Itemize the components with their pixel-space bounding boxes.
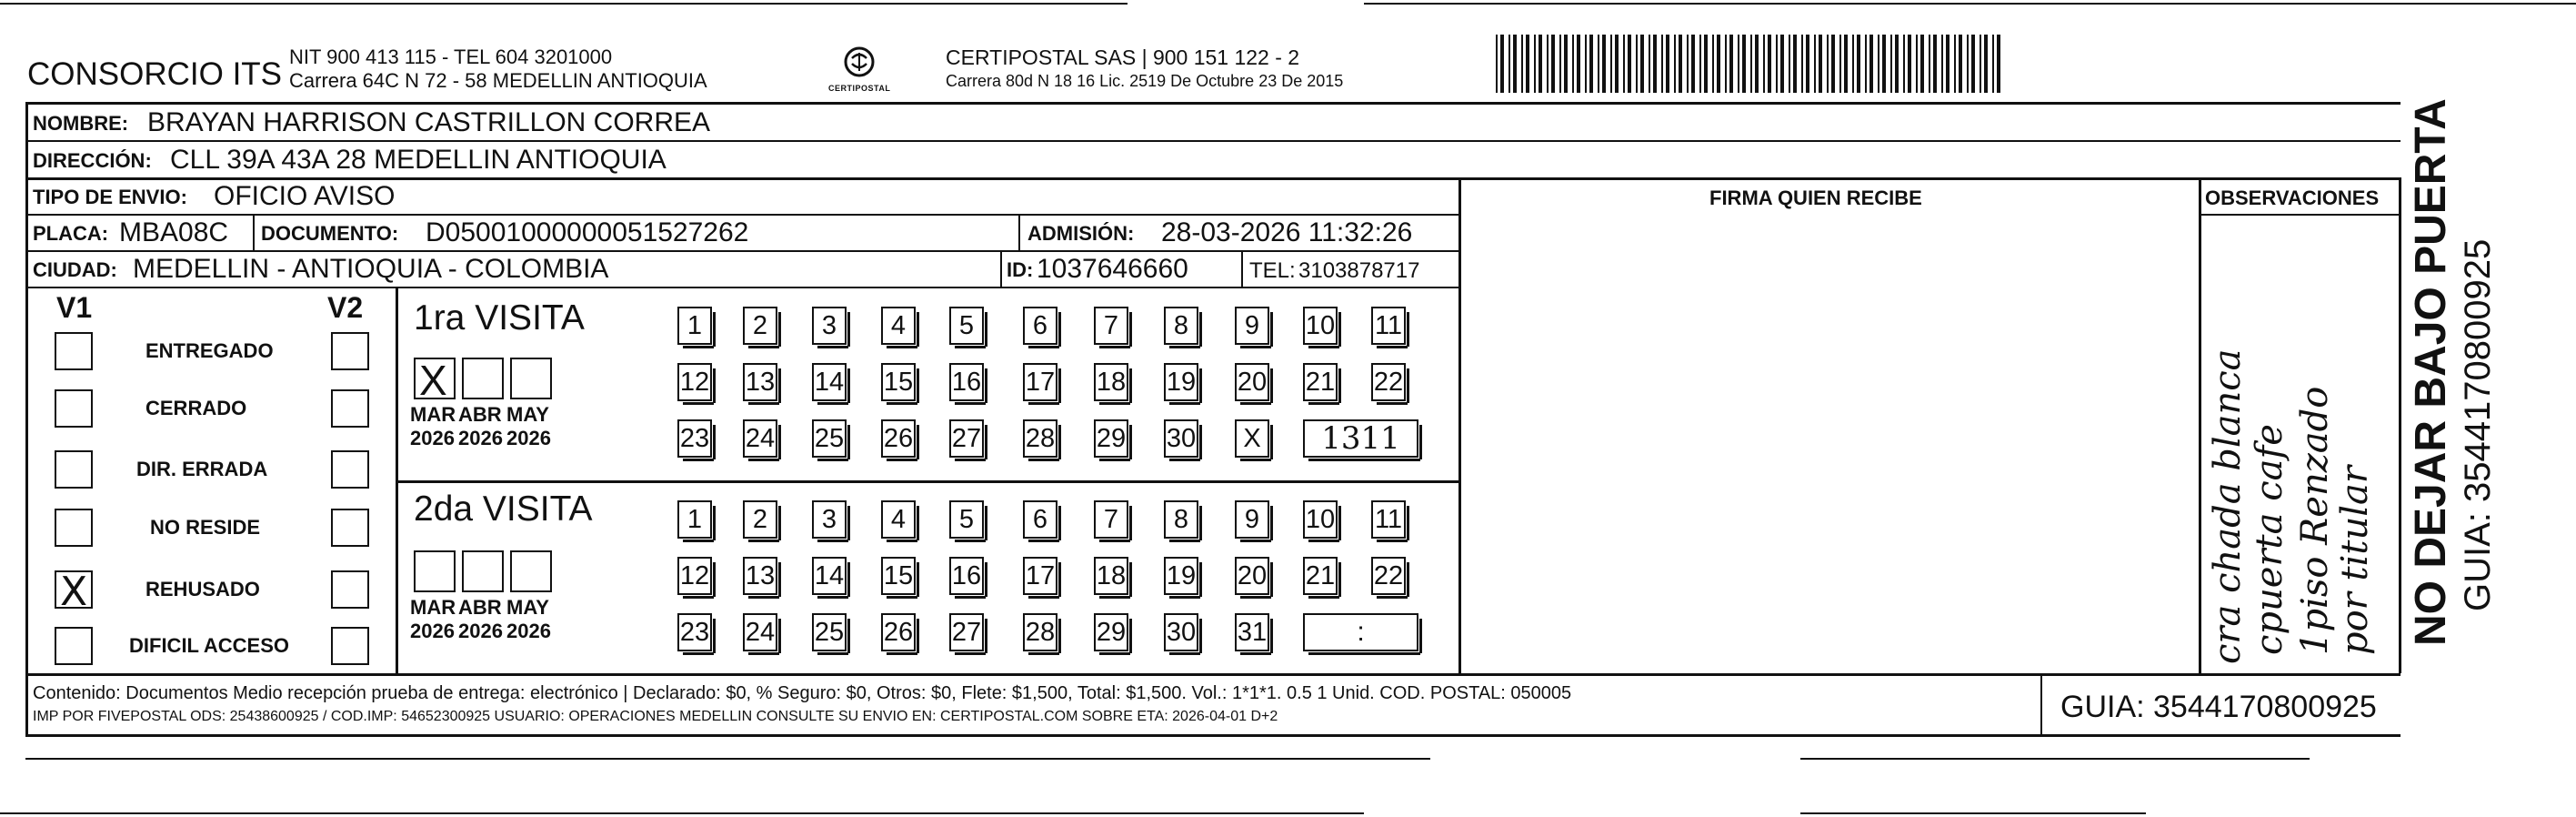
visit-1-title: 1ra VISITA	[414, 298, 585, 338]
barcode-bar	[1895, 35, 1899, 93]
barcode-bar	[1610, 35, 1612, 93]
day-box[interactable]: 22	[1371, 363, 1406, 401]
barcode-bar	[1589, 35, 1593, 93]
v2-checkbox[interactable]	[331, 627, 369, 665]
row-line-5	[25, 287, 1460, 288]
month-label: MAY	[506, 596, 549, 619]
day-box[interactable]: 3	[812, 307, 847, 345]
day-box[interactable]: 12	[677, 363, 712, 401]
nombre-value: BRAYAN HARRISON CASTRILLON CORREA	[147, 107, 710, 137]
day-box[interactable]: 16	[949, 363, 984, 401]
day-box[interactable]: 17	[1023, 557, 1057, 595]
company-name: CONSORCIO ITS	[27, 56, 283, 92]
barcode-bar	[1551, 35, 1555, 93]
ciudad-value: MEDELLIN - ANTIOQUIA - COLOMBIA	[133, 254, 609, 284]
day-box[interactable]: 29	[1094, 613, 1128, 651]
month-label: MAR	[410, 403, 456, 426]
day-box[interactable]: 13	[743, 363, 777, 401]
tipo-value: OFICIO AVISO	[214, 181, 396, 211]
barcode-bar	[1941, 35, 1943, 93]
day-box[interactable]: 16	[949, 557, 984, 595]
barcode-bar	[1980, 35, 1981, 93]
day-box[interactable]: 12	[677, 557, 712, 595]
barcode-bar	[1827, 35, 1829, 93]
tel-divider	[1241, 250, 1243, 287]
v2-checkbox[interactable]	[331, 509, 369, 547]
barcode-bar	[1649, 35, 1650, 93]
checkbox-mark: X	[60, 569, 88, 615]
barcode	[1496, 35, 2005, 93]
barcode-bar	[1738, 35, 1739, 93]
side-label	[2407, 98, 2519, 646]
day-box[interactable]: X	[1235, 419, 1269, 458]
day-box[interactable]: 7	[1094, 500, 1128, 539]
barcode-bar	[1679, 35, 1682, 93]
month-year: 2026	[458, 427, 503, 449]
day-box[interactable]: 30	[1164, 613, 1198, 651]
day-box[interactable]: 5	[949, 307, 984, 345]
row-line-1	[25, 140, 2401, 142]
side-guia: GUIA: 3544170800925	[2458, 238, 2498, 611]
documento-value: D05001000000051527262	[426, 217, 749, 247]
month-label: MAR	[410, 596, 456, 619]
barcode-bar	[1959, 35, 1962, 93]
month-year: 2026	[506, 620, 551, 642]
status-label: CERRADO	[145, 397, 247, 419]
barcode-bar	[1526, 35, 1529, 93]
obs-line-1: cra chada blanca	[2207, 348, 2249, 664]
day-box[interactable]: 4	[881, 307, 916, 345]
obs-divider	[2199, 177, 2201, 675]
barcode-bar	[1559, 35, 1561, 93]
day-box[interactable]: 23	[677, 613, 712, 651]
barcode-bar	[1577, 35, 1580, 93]
day-box[interactable]: 5	[949, 500, 984, 539]
day-box[interactable]: 19	[1164, 363, 1198, 401]
v2-checkbox[interactable]	[331, 450, 369, 489]
v2-checkbox[interactable]	[331, 332, 369, 370]
day-box[interactable]: 27	[949, 419, 984, 458]
day-box[interactable]: 14	[812, 363, 847, 401]
day-box[interactable]: 19	[1164, 557, 1198, 595]
frame-top	[25, 102, 2401, 105]
month-checkbox[interactable]	[510, 358, 552, 399]
day-box[interactable]: 21	[1303, 363, 1338, 401]
v1-checkbox[interactable]	[55, 509, 93, 547]
barcode-bar	[1653, 35, 1657, 93]
obs-line-2: cpuerta cafe	[2249, 424, 2290, 655]
barcode-bar	[1585, 35, 1587, 93]
bottom-rule-4	[1800, 812, 2146, 814]
ciudad-label: CIUDAD:	[33, 258, 117, 281]
frame-left	[25, 102, 28, 737]
barcode-bar	[1992, 35, 1994, 93]
barcode-bar	[1776, 35, 1778, 93]
id-label: ID:	[1007, 258, 1034, 281]
day-box[interactable]: 3	[812, 500, 847, 539]
barcode-bar	[1640, 35, 1644, 93]
month-year: 2026	[506, 427, 551, 449]
barcode-bar	[1539, 35, 1542, 93]
barcode-bar	[1971, 35, 1975, 93]
barcode-bar	[1920, 35, 1924, 93]
day-box[interactable]: 11	[1371, 500, 1406, 539]
day-box[interactable]: 23	[677, 419, 712, 458]
barcode-bar	[1547, 35, 1549, 93]
day-box[interactable]: 15	[881, 363, 916, 401]
side-title: NO DEJAR BAJO PUERTA	[2407, 98, 2455, 646]
nombre-label: NOMBRE:	[33, 112, 129, 135]
v2-checkbox[interactable]	[331, 570, 369, 609]
v1-header: V1	[56, 291, 93, 324]
barcode-bar	[1636, 35, 1638, 93]
guia-divider	[2040, 673, 2042, 737]
day-box[interactable]: 1	[677, 500, 712, 539]
day-box[interactable]: 20	[1235, 363, 1269, 401]
day-box[interactable]: 26	[881, 419, 916, 458]
day-box[interactable]: 22	[1371, 557, 1406, 595]
v2-header: V2	[327, 291, 364, 324]
month-checkbox[interactable]	[414, 357, 456, 404]
v2-checkbox[interactable]	[331, 389, 369, 428]
day-box[interactable]: 20	[1235, 557, 1269, 595]
barcode-bar	[1496, 35, 1498, 93]
id-divider	[1000, 250, 1002, 287]
footer-guia: GUIA: 3544170800925	[2060, 690, 2377, 724]
tel-value: 3103878717	[1298, 258, 1420, 283]
visit-2-title: 2da VISITA	[414, 489, 593, 529]
documento-label: DOCUMENTO:	[261, 222, 399, 245]
admision-divider	[1018, 214, 1020, 250]
direccion-label: DIRECCIÓN:	[33, 149, 152, 172]
barcode-bar	[1623, 35, 1625, 93]
month-year: 2026	[410, 427, 455, 449]
day-box[interactable]: 26	[881, 613, 916, 651]
month-checkbox[interactable]	[462, 550, 504, 592]
footer-print-info: IMP POR FIVEPOSTAL ODS: 25438600925 / COD.IMP: 54652300925 USUARIO: OPERACIONES MEDELLIN CONSULTE SU ENVIO EN: CERTIPOSTAL.COM SOBRE ETA: 2026-04-01 D+2	[33, 709, 1278, 724]
row-line-4	[25, 250, 1460, 252]
top-rule-right	[1364, 3, 2576, 5]
barcode-bar	[1789, 35, 1790, 93]
v1-checkbox[interactable]	[55, 627, 93, 665]
day-box[interactable]: 9	[1235, 500, 1269, 539]
tel-label: TEL:	[1249, 258, 1296, 283]
row-line-footer	[25, 673, 2401, 676]
certipostal-logo	[828, 44, 891, 96]
day-box[interactable]: 2	[743, 307, 777, 345]
bottom-rule-3	[0, 812, 1364, 814]
logo-text: CERTIPOSTAL	[828, 84, 891, 93]
day-box[interactable]: 6	[1023, 500, 1057, 539]
barcode-bar	[1712, 35, 1714, 93]
barcode-bar	[1602, 35, 1606, 93]
month-year: 2026	[458, 620, 503, 642]
barcode-bar	[1534, 35, 1536, 93]
visit-divider	[396, 480, 1460, 483]
barcode-bar	[1691, 35, 1695, 93]
row-line-3	[25, 214, 1460, 216]
barcode-bar	[1916, 35, 1918, 93]
obs-line-3: 1piso Renzado	[2294, 386, 2336, 655]
barcode-bar	[1661, 35, 1663, 93]
barcode-bar	[1852, 35, 1854, 93]
day-box[interactable]: 15	[881, 557, 916, 595]
barcode-bar	[1509, 35, 1510, 93]
barcode-bar	[1946, 35, 1950, 93]
day-box[interactable]: 6	[1023, 307, 1057, 345]
day-box[interactable]: 11	[1371, 307, 1406, 345]
bottom-rule	[25, 758, 1430, 760]
day-box[interactable]: 10	[1303, 500, 1338, 539]
barcode-bar	[1564, 35, 1568, 93]
v1-checkbox[interactable]	[55, 332, 93, 370]
barcode-bar	[1967, 35, 1969, 93]
day-box[interactable]: 28	[1023, 419, 1057, 458]
day-box[interactable]: 1	[677, 307, 712, 345]
barcode-bar	[1984, 35, 1988, 93]
day-box[interactable]: 9	[1235, 307, 1269, 345]
day-box[interactable]: 4	[881, 500, 916, 539]
month-label: ABR	[458, 596, 502, 619]
day-box[interactable]: 27	[949, 613, 984, 651]
status-label: DIR. ERRADA	[136, 458, 268, 480]
carrier-name: CERTIPOSTAL SAS | 900 151 122 - 2	[946, 45, 1300, 69]
row-line-2	[25, 177, 2401, 180]
barcode-bar	[1801, 35, 1803, 93]
admision-value: 28-03-2026 11:32:26	[1161, 217, 1413, 247]
barcode-bar	[1717, 35, 1720, 93]
barcode-bar	[1513, 35, 1517, 93]
barcode-bar	[1997, 35, 2000, 93]
company-address: Carrera 64C N 72 - 58 MEDELLIN ANTIOQUIA	[289, 69, 707, 92]
company-nit: NIT 900 413 115 - TEL 604 3201000	[289, 45, 613, 68]
barcode-bar	[1521, 35, 1523, 93]
v1-checkbox[interactable]	[55, 569, 93, 615]
day-box[interactable]: 7	[1094, 307, 1128, 345]
day-box[interactable]: 29	[1094, 419, 1128, 458]
barcode-bar	[1869, 35, 1873, 93]
firma-header: FIRMA QUIEN RECIBE	[1709, 187, 1922, 209]
barcode-bar	[1598, 35, 1599, 93]
v1-checkbox[interactable]	[55, 389, 93, 428]
month-label: ABR	[458, 403, 502, 426]
barcode-bar	[1865, 35, 1867, 93]
barcode-bar	[1704, 35, 1708, 93]
placa-divider	[253, 214, 255, 250]
direccion-value: CLL 39A 43A 28 MEDELLIN ANTIOQUIA	[170, 145, 667, 175]
barcode-bar	[1929, 35, 1930, 93]
barcode-bar	[1628, 35, 1631, 93]
month-year: 2026	[410, 620, 455, 642]
barcode-bar	[1908, 35, 1911, 93]
barcode-bar	[1687, 35, 1689, 93]
barcode-bar	[1674, 35, 1676, 93]
barcode-bar	[1615, 35, 1619, 93]
day-box[interactable]: 17	[1023, 363, 1057, 401]
barcode-bar	[1755, 35, 1759, 93]
barcode-bar	[1954, 35, 1956, 93]
id-value: 1037646660	[1037, 254, 1188, 284]
top-rule	[0, 3, 1128, 5]
status-label: REHUSADO	[145, 578, 260, 600]
day-box[interactable]: 10	[1303, 307, 1338, 345]
day-box[interactable]: 14	[812, 557, 847, 595]
month-checkbox[interactable]	[462, 358, 504, 399]
day-box[interactable]: 21	[1303, 557, 1338, 595]
barcode-bar	[1831, 35, 1835, 93]
status-label: ENTREGADO	[145, 339, 274, 362]
day-box[interactable]: 2	[743, 500, 777, 539]
carrier-address: Carrera 80d N 18 16 Lic. 2519 De Octubre 23 De 2015	[946, 72, 1344, 90]
barcode-bar	[1878, 35, 1879, 93]
status-label: DIFICIL ACCESO	[129, 634, 290, 657]
barcode-bar	[1844, 35, 1848, 93]
barcode-bar	[1729, 35, 1733, 93]
barcode-bar	[1839, 35, 1841, 93]
barcode-bar	[1750, 35, 1752, 93]
barcode-bar	[1814, 35, 1816, 93]
month-mark: X	[419, 357, 447, 404]
footer-contents: Contenido: Documentos Medio recepción prueba de entrega: electrónico | Declarado: $0, % Seguro: $0, Otros: $0, Flete: $1,500, Total: $1,500. Vol.: 1*1*1. 0.5 1 Unid. COD. POSTAL: 050005	[33, 683, 1572, 703]
day-box[interactable]: 18	[1094, 363, 1128, 401]
barcode-bar	[1763, 35, 1765, 93]
status-label: NO RESIDE	[150, 516, 261, 539]
barcode-bar	[1699, 35, 1701, 93]
barcode-bar	[1819, 35, 1822, 93]
barcode-bar	[1933, 35, 1937, 93]
v1-checkbox[interactable]	[55, 450, 93, 489]
barcode-bar	[1742, 35, 1746, 93]
day-box[interactable]: 30	[1164, 419, 1198, 458]
day-box[interactable]: 24	[743, 419, 777, 458]
month-checkbox[interactable]	[414, 550, 456, 592]
time-box[interactable]: 1311	[1303, 419, 1418, 458]
bottom-rule-2	[1800, 758, 2310, 760]
obs-header: OBSERVACIONES	[2205, 187, 2380, 209]
row-line-3b	[2199, 214, 2401, 216]
placa-label: PLACA:	[33, 222, 109, 245]
day-box[interactable]: 28	[1023, 613, 1057, 651]
day-box[interactable]: 25	[812, 613, 847, 651]
barcode-bar	[1572, 35, 1574, 93]
frame-right	[2399, 177, 2401, 673]
frame-bottom	[25, 734, 2401, 737]
day-box[interactable]: 18	[1094, 557, 1128, 595]
obs-line-4: por titular	[2334, 466, 2376, 655]
observations-handwriting	[2207, 246, 2391, 664]
month-checkbox[interactable]	[510, 550, 552, 592]
barcode-bar	[1857, 35, 1860, 93]
day-box[interactable]: 25	[812, 419, 847, 458]
time-box[interactable]: :	[1303, 613, 1418, 651]
barcode-bar	[1768, 35, 1771, 93]
barcode-bar	[1903, 35, 1905, 93]
admision-label: ADMISIÓN:	[1027, 222, 1135, 245]
barcode-bar	[1793, 35, 1797, 93]
month-label: MAY	[506, 403, 549, 426]
day-box[interactable]: 8	[1164, 500, 1198, 539]
firma-divider	[1458, 177, 1461, 675]
barcode-bar	[1806, 35, 1809, 93]
barcode-bar	[1882, 35, 1886, 93]
tipo-label: TIPO DE ENVIO:	[33, 186, 187, 208]
day-box[interactable]: 31	[1235, 613, 1269, 651]
day-box[interactable]: 8	[1164, 307, 1198, 345]
barcode-bar	[1666, 35, 1669, 93]
barcode-bar	[1725, 35, 1727, 93]
barcode-bar	[1890, 35, 1892, 93]
day-box[interactable]: 24	[743, 613, 777, 651]
barcode-bar	[1500, 35, 1504, 93]
barcode-bar	[1780, 35, 1784, 93]
day-box[interactable]: 13	[743, 557, 777, 595]
placa-value: MBA08C	[119, 217, 229, 247]
